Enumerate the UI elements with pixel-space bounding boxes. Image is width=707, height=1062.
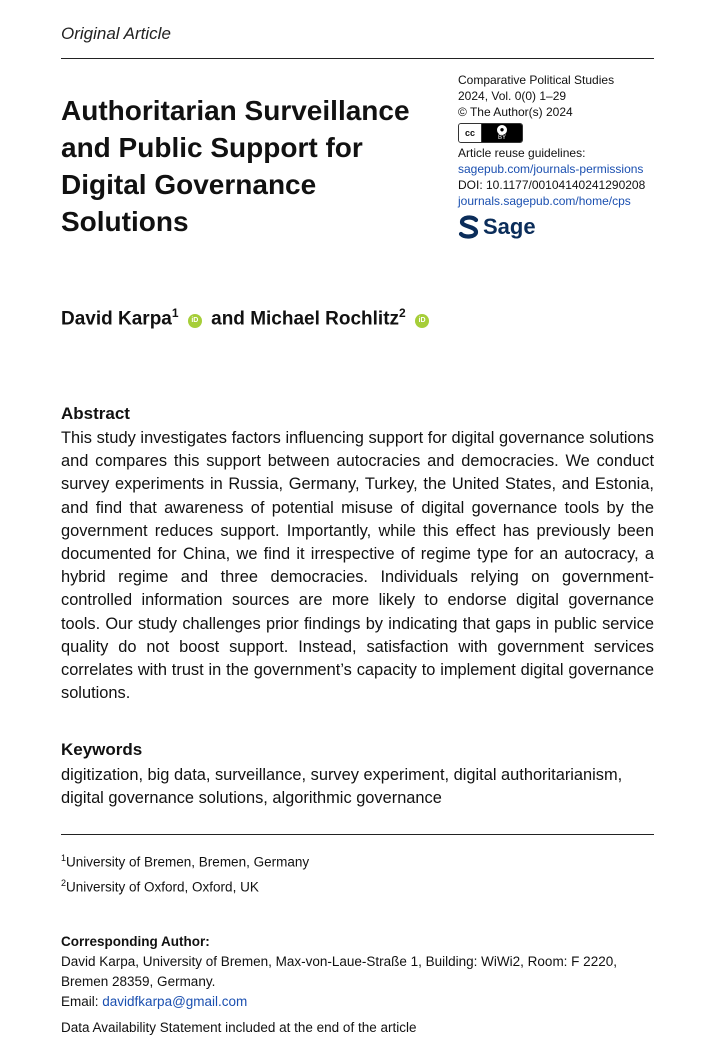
journal-volume: 2024, Vol. 0(0) 1–29: [458, 89, 567, 103]
corresponding-heading: Corresponding Author:: [61, 934, 210, 949]
person-icon: ●: [497, 125, 507, 135]
cc-by-license-badge[interactable]: [458, 123, 523, 143]
orcid-icon[interactable]: iD: [415, 314, 429, 328]
publisher-name: Sage: [483, 214, 536, 239]
journal-link[interactable]: journals.sagepub.com/home/cps: [458, 194, 631, 208]
article-title: Authoritarian Surveillance and Public Support for Digital Governance Solutions: [61, 95, 410, 237]
journal-name: Comparative Political Studies: [458, 73, 615, 87]
reuse-label: Article reuse guidelines:: [458, 146, 586, 160]
email-label: Email:: [61, 994, 99, 1009]
keywords-text: digitization, big data, surveillance, survey experiment, digital authoritarianism, digital governance solutions, algorithmic governance: [61, 766, 623, 807]
by-label: BY: [497, 134, 506, 141]
author-list: [61, 306, 433, 330]
journal-meta: [458, 72, 688, 239]
keywords-heading: Keywords: [61, 740, 143, 759]
affiliation-marker: 2: [399, 306, 406, 320]
reuse-link[interactable]: sagepub.com/journals-permissions: [458, 162, 644, 176]
sage-s-icon: [458, 215, 480, 239]
affiliation-text: University of Bremen, Bremen, Germany: [66, 854, 310, 870]
copyright: © The Author(s) 2024: [458, 105, 573, 119]
top-divider: [61, 58, 654, 59]
affiliations: [61, 848, 309, 897]
by-attribution-icon: [482, 124, 522, 142]
article-type: Original Article: [61, 24, 171, 43]
affiliation-item: [61, 848, 309, 873]
affiliation-marker: 1: [171, 306, 179, 320]
author-name[interactable]: David Karpa: [61, 308, 172, 330]
affiliation-text: University of Oxford, Oxford, UK: [66, 879, 259, 894]
affiliation-marker: 1: [61, 853, 67, 863]
abstract-heading: Abstract: [61, 404, 130, 423]
affiliation-marker: 2: [61, 877, 67, 888]
corresponding-email-row: [61, 992, 661, 1012]
corresponding-address-line: Bremen 28359, Germany.: [61, 974, 216, 989]
affiliation-item: [61, 873, 309, 898]
author-connector: and: [211, 308, 245, 330]
author-name[interactable]: Michael Rochlitz: [250, 308, 400, 330]
email-link[interactable]: davidfkarpa@gmail.com: [102, 994, 248, 1009]
footnote-divider: [61, 834, 654, 835]
orcid-icon[interactable]: iD: [188, 314, 202, 328]
corresponding-address-line: David Karpa, University of Bremen, Max-von-Laue-Straße 1, Building: WiWi2, Room: F 2220,: [61, 954, 617, 969]
abstract-text: This study investigates factors influencing support for digital governance solutions and compares this support between autocracies and democracies. We conduct survey experiments in Russia, Germany, Turkey, the United States, and Estonia, and find that awareness of potential misuse of digital governance tools by the government reduces support. Importantly, while this effect has previously been documented for China, we find it irrespective of regime type for an autocracy, a hybrid regime and three democracies. Individuals relying on government-controlled information sources are more likely to endorse digital governance tools. Our study challenges prior findings by indicating that gaps in public service quality do not boost support. Instead, satisfaction with government services correlates with trust in the government’s capacity to implement digital governance solutions.: [61, 429, 654, 703]
doi: DOI: 10.1177/00104140241290208: [458, 178, 646, 192]
data-availability-note: Data Availability Statement included at the end of the article: [61, 1020, 417, 1035]
sage-logo[interactable]: [458, 215, 688, 239]
cc-icon: cc: [459, 124, 482, 142]
corresponding-author: [61, 932, 661, 1012]
